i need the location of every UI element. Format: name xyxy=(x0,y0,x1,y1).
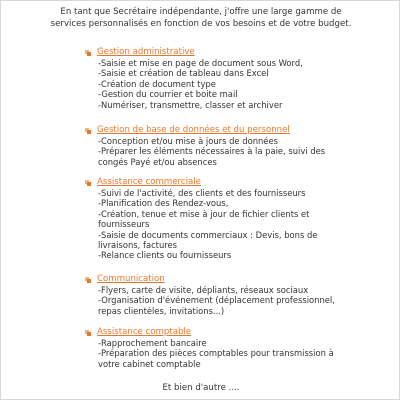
section-items xyxy=(98,136,385,167)
section-heading: Communication xyxy=(97,274,165,284)
square-bullet-icon xyxy=(85,49,92,56)
list-item: -Planification des Rendez-vous, xyxy=(98,198,229,209)
section-heading: Assistance commerciale xyxy=(97,177,201,187)
section-heading: Assistance comptable xyxy=(97,327,192,337)
list-item: -Saisie de documents commerciaux : Devis, bons de xyxy=(98,229,318,240)
list-item: -Numériser, transmettre, classer et archiver xyxy=(98,99,283,110)
list-item: votre cabinet comptable xyxy=(98,358,201,369)
list-item: -Rapprochement bancaire xyxy=(98,338,207,348)
section-gestion-administrative xyxy=(85,47,385,110)
section-assistance-comptable xyxy=(85,327,385,369)
closing-line: Et bien d'autre .... xyxy=(162,383,240,393)
list-item: -Conception et/ou mise à jours de données xyxy=(98,136,278,146)
list-item: fournisseurs xyxy=(98,219,150,230)
list-item: -Préparation des pièces comptables pour transmission à xyxy=(98,348,334,359)
list-item: -Relance clients ou fournisseurs xyxy=(98,250,232,261)
list-item: -Saisie et mise en page de document sous Word, xyxy=(98,58,303,68)
list-item: -Suivi de l'activité, des clients et des fournisseurs xyxy=(98,188,306,198)
list-item: -Organisation d'événement (déplacement professionnel, xyxy=(98,295,335,306)
intro-line-2: services personnalisés en fonction de vos besoins et de votre budget. xyxy=(50,19,352,29)
list-item: -Saisie et création de tableau dans Excel xyxy=(98,68,269,79)
list-item: -Création, tenue et mise à jour de fichier clients et xyxy=(98,208,310,219)
section-assistance-commerciale xyxy=(85,177,385,261)
list-item: -Flyers, carte de visite, dépliants, réseaux sociaux xyxy=(98,285,309,295)
list-item: congés Payé et/ou absences xyxy=(98,156,217,167)
list-item: -Création de document type xyxy=(98,78,216,89)
section-items xyxy=(98,188,385,261)
section-items xyxy=(98,285,385,316)
section-items xyxy=(98,58,385,110)
section-base-de-donnees xyxy=(85,125,385,167)
section-items xyxy=(98,338,385,369)
list-item: livraisons, factures xyxy=(98,240,178,251)
square-bullet-icon xyxy=(85,179,92,186)
intro-line-1: En tant que Secrétaire indépendante, j'offre une large gamme de xyxy=(60,7,342,17)
intro-paragraph xyxy=(31,6,371,30)
section-heading: Gestion de base de données et du personnel xyxy=(97,125,290,135)
square-bullet-icon xyxy=(85,276,92,283)
list-item: -Gestion du courrier et boite mail xyxy=(98,89,238,100)
square-bullet-icon xyxy=(85,329,92,336)
list-item: repas clientèles, invitations...) xyxy=(98,305,225,316)
section-communication xyxy=(85,274,385,316)
square-bullet-icon xyxy=(85,127,92,134)
list-item: -Préparer les éléments nécessaires à la paie, suivi des xyxy=(98,146,326,157)
section-heading: Gestion administrative xyxy=(97,47,195,57)
